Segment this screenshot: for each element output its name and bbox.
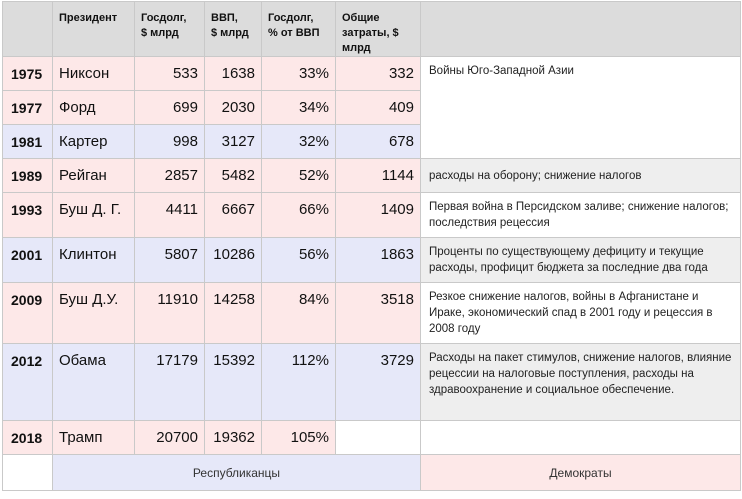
spending-cell: 3729 bbox=[336, 344, 421, 421]
note-cell: Резкое снижение налогов, войны в Афганистане и Ираке, экономический спад в 2001 году и рецессия в 2008 году bbox=[421, 283, 741, 344]
debt-pct-cell: 32% bbox=[262, 125, 336, 159]
year-cell: 2009 bbox=[3, 283, 53, 344]
president-cell: Трамп bbox=[53, 421, 135, 455]
table-row bbox=[3, 159, 741, 193]
debt-pct-cell: 66% bbox=[262, 193, 336, 238]
header-debt: Госдолг, $ млрд bbox=[135, 2, 205, 57]
president-cell: Буш Д.У. bbox=[53, 283, 135, 344]
president-cell: Рейган bbox=[53, 159, 135, 193]
debt-cell: 20700 bbox=[135, 421, 205, 455]
table-row bbox=[3, 283, 741, 344]
gdp-cell: 6667 bbox=[205, 193, 262, 238]
year-cell: 1993 bbox=[3, 193, 53, 238]
note-cell: Расходы на пакет стимулов, снижение налогов, влияние рецессии на налоговые поступления, расходы на здравоохранение и социальное обеспечение. bbox=[421, 344, 741, 421]
debt-pct-cell: 84% bbox=[262, 283, 336, 344]
table-row bbox=[3, 421, 741, 455]
debt-pct-cell: 52% bbox=[262, 159, 336, 193]
header-debt-pct: Госдолг, % от ВВП bbox=[262, 2, 336, 57]
header-gdp: ВВП, $ млрд bbox=[205, 2, 262, 57]
table-row bbox=[3, 193, 741, 238]
gdp-cell: 1638 bbox=[205, 57, 262, 91]
year-cell: 2012 bbox=[3, 344, 53, 421]
year-cell: 1975 bbox=[3, 57, 53, 91]
year-cell: 2018 bbox=[3, 421, 53, 455]
spending-cell: 1409 bbox=[336, 193, 421, 238]
president-cell: Картер bbox=[53, 125, 135, 159]
debt-pct-cell: 112% bbox=[262, 344, 336, 421]
debt-cell: 17179 bbox=[135, 344, 205, 421]
legend-republicans: Республиканцы bbox=[53, 455, 421, 491]
legend-democrats: Демократы bbox=[421, 455, 741, 491]
spending-cell: 409 bbox=[336, 91, 421, 125]
legend-row bbox=[3, 455, 741, 491]
gdp-cell: 2030 bbox=[205, 91, 262, 125]
spending-cell: 678 bbox=[336, 125, 421, 159]
president-cell: Форд bbox=[53, 91, 135, 125]
spending-cell: 332 bbox=[336, 57, 421, 91]
debt-pct-cell: 105% bbox=[262, 421, 336, 455]
president-cell: Буш Д. Г. bbox=[53, 193, 135, 238]
year-cell: 1977 bbox=[3, 91, 53, 125]
header-year bbox=[3, 2, 53, 57]
header-spending: Общие затраты, $ млрд bbox=[336, 2, 421, 57]
gdp-cell: 3127 bbox=[205, 125, 262, 159]
note-cell: Первая война в Персидском заливе; снижение налогов; последствия рецессия bbox=[421, 193, 741, 238]
legend-empty-cell bbox=[3, 455, 53, 491]
note-cell: Войны Юго-Западной Азии bbox=[421, 57, 741, 159]
spending-cell: 1144 bbox=[336, 159, 421, 193]
table-row bbox=[3, 344, 741, 421]
year-cell: 1981 bbox=[3, 125, 53, 159]
president-cell: Обама bbox=[53, 344, 135, 421]
gdp-cell: 10286 bbox=[205, 238, 262, 283]
table-row bbox=[3, 57, 741, 91]
president-cell: Никсон bbox=[53, 57, 135, 91]
header-notes bbox=[421, 2, 741, 57]
note-cell bbox=[421, 421, 741, 455]
note-cell: Проценты по существующему дефициту и текущие расходы, профицит бюджета за последние два года bbox=[421, 238, 741, 283]
debt-cell: 998 bbox=[135, 125, 205, 159]
header-row bbox=[3, 2, 741, 57]
debt-cell: 11910 bbox=[135, 283, 205, 344]
debt-cell: 5807 bbox=[135, 238, 205, 283]
spending-cell: 1863 bbox=[336, 238, 421, 283]
gdp-cell: 15392 bbox=[205, 344, 262, 421]
president-cell: Клинтон bbox=[53, 238, 135, 283]
debt-cell: 533 bbox=[135, 57, 205, 91]
year-cell: 1989 bbox=[3, 159, 53, 193]
debt-cell: 699 bbox=[135, 91, 205, 125]
year-cell: 2001 bbox=[3, 238, 53, 283]
header-president: Президент bbox=[53, 2, 135, 57]
table-row bbox=[3, 238, 741, 283]
debt-pct-cell: 33% bbox=[262, 57, 336, 91]
gdp-cell: 5482 bbox=[205, 159, 262, 193]
debt-table bbox=[2, 1, 741, 491]
note-cell: расходы на оборону; снижение налогов bbox=[421, 159, 741, 193]
spending-cell: 3518 bbox=[336, 283, 421, 344]
spending-cell bbox=[336, 421, 421, 455]
gdp-cell: 14258 bbox=[205, 283, 262, 344]
debt-cell: 2857 bbox=[135, 159, 205, 193]
debt-pct-cell: 56% bbox=[262, 238, 336, 283]
debt-cell: 4411 bbox=[135, 193, 205, 238]
debt-pct-cell: 34% bbox=[262, 91, 336, 125]
gdp-cell: 19362 bbox=[205, 421, 262, 455]
